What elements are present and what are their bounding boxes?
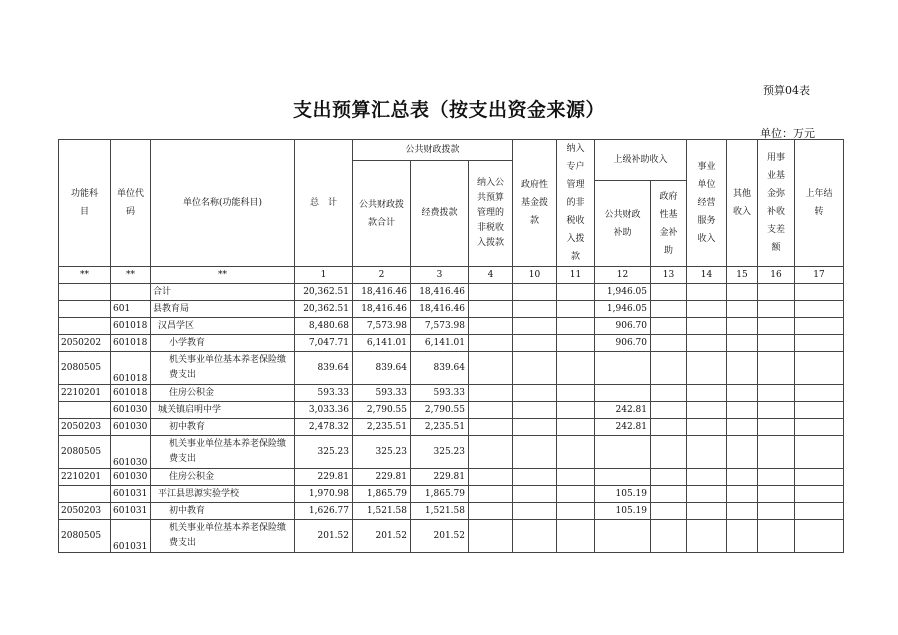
expense-allocation-cell: 325.23 [411,436,469,469]
special-nontax-cell [557,335,595,352]
expense-allocation-cell: 839.64 [411,352,469,385]
budget-table [58,139,844,553]
gov-fund-subsidy-cell [651,503,687,520]
gov-fund-subsidy-cell [651,284,687,301]
func-code-cell [59,486,111,503]
business-service-cell [687,469,727,486]
business-service-cell [687,385,727,402]
public-fiscal-subsidy-cell: 242.81 [595,419,651,436]
fund-offset-cell [758,503,795,520]
table-row [59,301,844,318]
public-fiscal-subsidy-cell: 906.70 [595,318,651,335]
unit-name-cell: 住房公积金 [151,469,295,486]
special-nontax-cell [557,520,595,553]
special-nontax-cell [557,352,595,385]
header-business-service: 事业 单位 经营 服务 收入 [687,140,727,267]
unit-name-cell: 城关镇启明中学 [151,402,295,419]
column-index-cell: 1 [295,267,353,284]
header-unit-code: 单位代 码 [111,140,151,267]
unit-code-cell: 601030 [111,402,151,419]
public-fiscal-subsidy-cell [595,469,651,486]
fund-offset-cell [758,469,795,486]
table-row [59,335,844,352]
table-row [59,436,844,469]
gov-fund-subsidy-cell [651,318,687,335]
header-gov-fund: 政府性 基金拨 款 [513,140,557,267]
nontax-in-budget-cell [469,503,513,520]
table-row [59,419,844,436]
nontax-in-budget-cell [469,402,513,419]
header-other-income: 其他 收入 [727,140,758,267]
expense-allocation-cell: 18,416.46 [411,284,469,301]
business-service-cell [687,318,727,335]
header-public-fiscal: 公共财政拨款 [353,140,513,161]
business-service-cell [687,352,727,385]
column-index-cell: ** [111,267,151,284]
last-year-carry-cell [795,503,844,520]
public-fiscal-subsidy-cell: 1,946.05 [595,284,651,301]
header-special-nontax: 纳入 专户 管理 的非 税收 入拨 款 [557,140,595,267]
public-fiscal-total-cell: 2,235.51 [353,419,411,436]
unit-code-cell: 601018 [111,335,151,352]
func-code-cell: 2210201 [59,469,111,486]
unit-name-cell: 合计 [151,284,295,301]
unit-code-cell: 601030 [111,469,151,486]
unit-name-cell: 机关事业单位基本养老保险缴费支出 [151,352,295,385]
gov-fund-cell [513,520,557,553]
total-cell: 2,478.32 [295,419,353,436]
unit-code-cell: 601018 [111,385,151,402]
last-year-carry-cell [795,402,844,419]
business-service-cell [687,335,727,352]
total-cell: 325.23 [295,436,353,469]
special-nontax-cell [557,503,595,520]
last-year-carry-cell [795,436,844,469]
special-nontax-cell [557,301,595,318]
column-index-cell: 3 [411,267,469,284]
gov-fund-cell [513,301,557,318]
fund-offset-cell [758,385,795,402]
column-index-cell: ** [59,267,111,284]
gov-fund-subsidy-cell [651,402,687,419]
gov-fund-cell [513,352,557,385]
nontax-in-budget-cell [469,419,513,436]
nontax-in-budget-cell [469,352,513,385]
last-year-carry-cell [795,520,844,553]
total-cell: 1,626.77 [295,503,353,520]
unit-code-cell: 601031 [111,520,151,553]
total-cell: 3,033.36 [295,402,353,419]
business-service-cell [687,419,727,436]
header-public-fiscal-total: 公共财政拨 款合计 [353,161,411,267]
gov-fund-subsidy-cell [651,335,687,352]
column-index-row [59,267,844,284]
gov-fund-cell [513,503,557,520]
expense-allocation-cell: 6,141.01 [411,335,469,352]
special-nontax-cell [557,284,595,301]
table-row [59,284,844,301]
unit-name-cell: 初中教育 [151,419,295,436]
gov-fund-subsidy-cell [651,301,687,318]
last-year-carry-cell [795,469,844,486]
public-fiscal-total-cell: 1,521.58 [353,503,411,520]
total-cell: 839.64 [295,352,353,385]
total-cell: 1,970.98 [295,486,353,503]
public-fiscal-subsidy-cell [595,520,651,553]
gov-fund-subsidy-cell [651,352,687,385]
public-fiscal-total-cell: 6,141.01 [353,335,411,352]
column-index-cell: 15 [727,267,758,284]
last-year-carry-cell [795,301,844,318]
header-func-code: 功能科 目 [59,140,111,267]
special-nontax-cell [557,419,595,436]
unit-name-cell: 小学教育 [151,335,295,352]
unit-code-cell: 601031 [111,486,151,503]
gov-fund-subsidy-cell [651,469,687,486]
unit-code-cell [111,284,151,301]
special-nontax-cell [557,436,595,469]
business-service-cell [687,301,727,318]
column-index-cell: 14 [687,267,727,284]
column-index-cell: 2 [353,267,411,284]
unit-name-cell: 汉昌学区 [151,318,295,335]
business-service-cell [687,284,727,301]
other-income-cell [727,419,758,436]
special-nontax-cell [557,402,595,419]
total-cell: 20,362.51 [295,284,353,301]
gov-fund-subsidy-cell [651,419,687,436]
unit-name-cell: 住房公积金 [151,385,295,402]
func-code-cell: 2210201 [59,385,111,402]
table-row [59,352,844,385]
header-public-fiscal-subsidy: 公共财政 补助 [595,181,651,267]
func-code-cell [59,402,111,419]
fund-offset-cell [758,419,795,436]
gov-fund-cell [513,436,557,469]
last-year-carry-cell [795,352,844,385]
fund-offset-cell [758,436,795,469]
fund-offset-cell [758,486,795,503]
nontax-in-budget-cell [469,335,513,352]
unit-code-cell: 601 [111,301,151,318]
expense-allocation-cell: 18,416.46 [411,301,469,318]
nontax-in-budget-cell [469,284,513,301]
total-cell: 7,047.71 [295,335,353,352]
public-fiscal-subsidy-cell [595,436,651,469]
other-income-cell [727,352,758,385]
public-fiscal-total-cell: 2,790.55 [353,402,411,419]
last-year-carry-cell [795,335,844,352]
expense-allocation-cell: 1,865.79 [411,486,469,503]
other-income-cell [727,486,758,503]
public-fiscal-subsidy-cell: 105.19 [595,486,651,503]
func-code-cell: 2050203 [59,503,111,520]
header-nontax-in-budget: 纳入公 共预算 管理的 非税收 入拨款 [469,161,513,267]
table-row [59,469,844,486]
unit-code-cell: 601018 [111,318,151,335]
func-code-cell: 2080505 [59,520,111,553]
public-fiscal-total-cell: 839.64 [353,352,411,385]
other-income-cell [727,335,758,352]
fund-offset-cell [758,318,795,335]
business-service-cell [687,402,727,419]
table-row [59,486,844,503]
other-income-cell [727,284,758,301]
table-row [59,318,844,335]
gov-fund-cell [513,284,557,301]
special-nontax-cell [557,385,595,402]
public-fiscal-subsidy-cell [595,385,651,402]
special-nontax-cell [557,469,595,486]
gov-fund-cell [513,335,557,352]
public-fiscal-total-cell: 593.33 [353,385,411,402]
unit-name-cell: 平江县思源实验学校 [151,486,295,503]
other-income-cell [727,520,758,553]
nontax-in-budget-cell [469,301,513,318]
fund-offset-cell [758,284,795,301]
public-fiscal-subsidy-cell: 105.19 [595,503,651,520]
public-fiscal-subsidy-cell [595,352,651,385]
public-fiscal-subsidy-cell: 1,946.05 [595,301,651,318]
other-income-cell [727,301,758,318]
total-cell: 8,480.68 [295,318,353,335]
column-index-cell: 13 [651,267,687,284]
last-year-carry-cell [795,385,844,402]
column-index-cell: 11 [557,267,595,284]
gov-fund-subsidy-cell [651,486,687,503]
other-income-cell [727,503,758,520]
func-code-cell: 2050203 [59,419,111,436]
expense-allocation-cell: 2,235.51 [411,419,469,436]
header-unit-name: 单位名称(功能科目) [151,140,295,267]
fund-offset-cell [758,520,795,553]
table-row [59,520,844,553]
unit-name-cell: 初中教育 [151,503,295,520]
nontax-in-budget-cell [469,318,513,335]
gov-fund-subsidy-cell [651,385,687,402]
gov-fund-subsidy-cell [651,520,687,553]
func-code-cell [59,301,111,318]
unit-label: 单位：万元 [760,127,815,140]
other-income-cell [727,402,758,419]
public-fiscal-subsidy-cell: 906.70 [595,335,651,352]
nontax-in-budget-cell [469,436,513,469]
gov-fund-cell [513,486,557,503]
expense-allocation-cell: 201.52 [411,520,469,553]
business-service-cell [687,436,727,469]
last-year-carry-cell [795,486,844,503]
gov-fund-cell [513,385,557,402]
expense-allocation-cell: 7,573.98 [411,318,469,335]
header-fund-offset: 用事 业基 金弥 补收 支差 额 [758,140,795,267]
unit-code-cell: 601030 [111,436,151,469]
total-cell: 20,362.51 [295,301,353,318]
gov-fund-cell [513,469,557,486]
header-last-year-carry: 上年结 转 [795,140,844,267]
special-nontax-cell [557,318,595,335]
unit-name-cell: 机关事业单位基本养老保险缴费支出 [151,436,295,469]
other-income-cell [727,436,758,469]
public-fiscal-total-cell: 18,416.46 [353,284,411,301]
public-fiscal-total-cell: 1,865.79 [353,486,411,503]
fund-offset-cell [758,335,795,352]
other-income-cell [727,318,758,335]
last-year-carry-cell [795,419,844,436]
column-index-cell: 4 [469,267,513,284]
form-number: 预算04表 [763,84,810,97]
nontax-in-budget-cell [469,385,513,402]
func-code-cell [59,284,111,301]
other-income-cell [727,385,758,402]
business-service-cell [687,503,727,520]
total-cell: 201.52 [295,520,353,553]
func-code-cell: 2050202 [59,335,111,352]
column-index-cell: 16 [758,267,795,284]
unit-code-cell: 601031 [111,503,151,520]
business-service-cell [687,520,727,553]
fund-offset-cell [758,352,795,385]
nontax-in-budget-cell [469,469,513,486]
table-row [59,385,844,402]
public-fiscal-total-cell: 201.52 [353,520,411,553]
special-nontax-cell [557,486,595,503]
business-service-cell [687,486,727,503]
header-expense-allocation: 经费拨款 [411,161,469,267]
column-index-cell: 10 [513,267,557,284]
gov-fund-cell [513,419,557,436]
header-superior-subsidy: 上级补助收入 [595,140,687,181]
gov-fund-cell [513,318,557,335]
fund-offset-cell [758,402,795,419]
expense-allocation-cell: 229.81 [411,469,469,486]
unit-name-cell: 县教育局 [151,301,295,318]
public-fiscal-total-cell: 18,416.46 [353,301,411,318]
gov-fund-subsidy-cell [651,436,687,469]
nontax-in-budget-cell [469,486,513,503]
expense-allocation-cell: 2,790.55 [411,402,469,419]
total-cell: 593.33 [295,385,353,402]
other-income-cell [727,469,758,486]
table-row [59,402,844,419]
last-year-carry-cell [795,284,844,301]
header-total: 总 计 [295,140,353,267]
total-cell: 229.81 [295,469,353,486]
column-index-cell: 12 [595,267,651,284]
fund-offset-cell [758,301,795,318]
nontax-in-budget-cell [469,520,513,553]
expense-allocation-cell: 1,521.58 [411,503,469,520]
last-year-carry-cell [795,318,844,335]
public-fiscal-total-cell: 325.23 [353,436,411,469]
column-index-cell: 17 [795,267,844,284]
func-code-cell: 2080505 [59,436,111,469]
public-fiscal-total-cell: 7,573.98 [353,318,411,335]
column-index-cell: ** [151,267,295,284]
header-gov-fund-subsidy: 政府 性基 金补 助 [651,181,687,267]
page-title: 支出预算汇总表（按支出资金来源） [292,99,605,121]
table-row [59,503,844,520]
expense-allocation-cell: 593.33 [411,385,469,402]
gov-fund-cell [513,402,557,419]
func-code-cell: 2080505 [59,352,111,385]
public-fiscal-total-cell: 229.81 [353,469,411,486]
unit-code-cell: 601030 [111,419,151,436]
unit-name-cell: 机关事业单位基本养老保险缴费支出 [151,520,295,553]
unit-code-cell: 601018 [111,352,151,385]
func-code-cell [59,318,111,335]
public-fiscal-subsidy-cell: 242.81 [595,402,651,419]
